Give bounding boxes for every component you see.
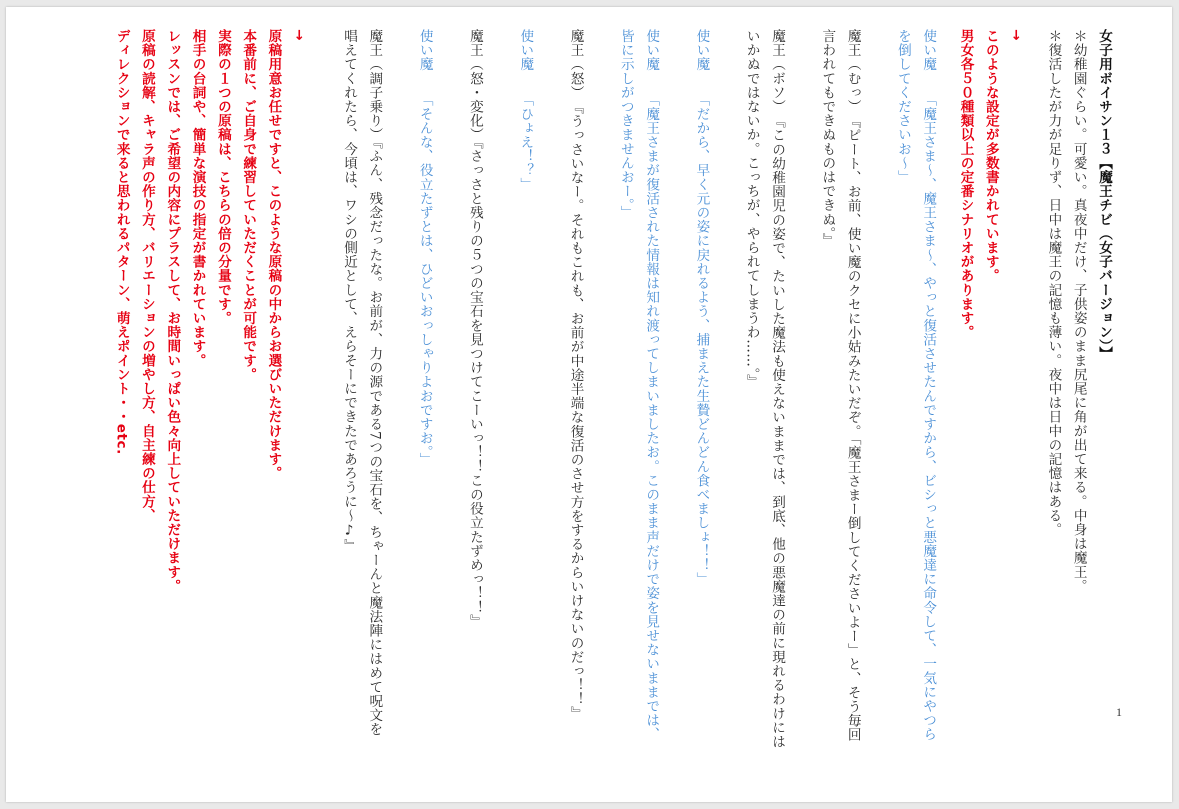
dialogue-entry bbox=[411, 29, 436, 749]
note-line-2: ＊復活したが力が足りず、日中は魔王の記憶も薄い。夜中は日中の記憶はある。 bbox=[1045, 29, 1062, 537]
arrow-marker-2: → bbox=[290, 29, 307, 41]
dialogue-entry bbox=[462, 29, 487, 749]
dialogue-text: 『この幼稚園児の姿で、たいした魔法も使えないままでは、到底、他の悪魔達の前に現れるわけにはいかぬではないか。こっちが、やられてしまうわ……。』 bbox=[743, 29, 786, 749]
dialogue-entry bbox=[562, 29, 587, 749]
dialogue-entry bbox=[336, 29, 387, 749]
closing-notice-3: 実際の１つの原稿は、こちらの倍の分量です。 bbox=[214, 29, 231, 326]
setting-notice-2: 男女各５０種類以上の定番シナリオがあります。 bbox=[957, 29, 974, 340]
document-title: 女子用ボイサン１３【魔王チビ（女子バージョン）】 bbox=[1096, 29, 1112, 361]
dialogue-entry bbox=[814, 29, 865, 749]
dialogue-text: 「魔王さま〜、魔王さま〜、やっと復活させたんですから、ビシっと悪魔達に命令して、一気にやつらを倒してくださいお〜」 bbox=[894, 29, 937, 742]
dialogue-entry bbox=[613, 29, 664, 749]
dialogue-entry bbox=[738, 29, 789, 749]
closing-notice-5: レッスンでは、ご希望の内容にプラスして、お時間いっぱい色々向上していただけます。 bbox=[164, 29, 181, 593]
dialogue-text: 「そんな、役立たずとは、ひどいおっしゃりよおですお。」 bbox=[416, 99, 433, 467]
dialogue-entry bbox=[512, 29, 537, 749]
setting-notice-1: このような設定が多数書かれています。 bbox=[982, 29, 999, 283]
dialogue-text: 『ふん、残念だったな。お前が、力の源である7つの宝石を、ちゃーんと魔法陣にはめて呪文を唱えてくれたら、今頃は、ワシの側近として、えらそーにできたであろうに〜♪』 bbox=[341, 29, 383, 737]
arrow-marker: → bbox=[1008, 29, 1025, 41]
speaker-label: 使い魔 bbox=[517, 29, 534, 72]
document-page bbox=[6, 7, 1172, 802]
speaker-label: 魔王（ボソ） bbox=[769, 29, 786, 107]
closing-notice-6: 原稿の読解、キャラ声の作り方、バリエーションの増やし方、自主練の仕方、 bbox=[138, 29, 155, 523]
dialogue-text: 「だから、早く元の姿に戻れるよう、捕まえた生贄どんどん食べましょ！！」 bbox=[693, 99, 710, 587]
dialogue-text: 「魔王さまが復活された情報は知れ渡ってしまいましたお。このまま声だけで姿を見せないままでは、皆に示しがつきませんおー。」 bbox=[617, 29, 660, 742]
closing-notice-1: 原稿用意お任せですと、このような原稿の中からお選びいただけます。 bbox=[265, 29, 282, 481]
speaker-label: 魔王（怒） bbox=[567, 29, 584, 93]
speaker-label: 魔王（調子乗り） bbox=[366, 29, 383, 142]
dialogue-text: 「ひょえ！？」 bbox=[517, 99, 534, 192]
page-number: 1 bbox=[1116, 705, 1122, 719]
dialogue-text: 『ピート、お前、使い魔のクセに小姑みたいだぞ。「魔王さまー倒してくださいよー」と、そう毎回言われてもできぬものはできぬ。』 bbox=[819, 29, 861, 742]
speaker-label: 使い魔 bbox=[416, 29, 433, 72]
note-line-1: ＊幼稚園ぐらい。可愛い。真夜中だけ、子供姿のまま尻尾に角が出て来る。中身は魔王。 bbox=[1070, 29, 1087, 593]
closing-notice-4: 相手の台詞や、簡単な演技の指定が書かれています。 bbox=[189, 29, 206, 368]
speaker-label: 使い魔 bbox=[693, 29, 710, 72]
speaker-label: 魔王（むっ） bbox=[844, 29, 861, 107]
speaker-label: 魔王（怒・変化） bbox=[466, 29, 483, 142]
closing-notice-2: 本番前に、ご自身で練習していただくことが可能です。 bbox=[240, 29, 257, 382]
speaker-label: 使い魔 bbox=[643, 29, 660, 72]
speaker-label: 使い魔 bbox=[920, 29, 937, 72]
dialogue-text: 『うっさいなー。それもこれも、お前が中途半端な復活のさせ方をするからいけないのだっ！！』 bbox=[567, 106, 584, 721]
dialogue-entry bbox=[688, 29, 713, 749]
dialogue-text: 『さっさと残りの５つの宝石を見つけてこーいっ！！この役立たずめっ！！』 bbox=[466, 141, 483, 629]
vertical-text-body bbox=[108, 29, 1116, 749]
dialogue-entry bbox=[890, 29, 941, 749]
closing-notice-7: ディレクションで来ると思われるパターン、萌えポイント・・etc. bbox=[113, 29, 130, 455]
